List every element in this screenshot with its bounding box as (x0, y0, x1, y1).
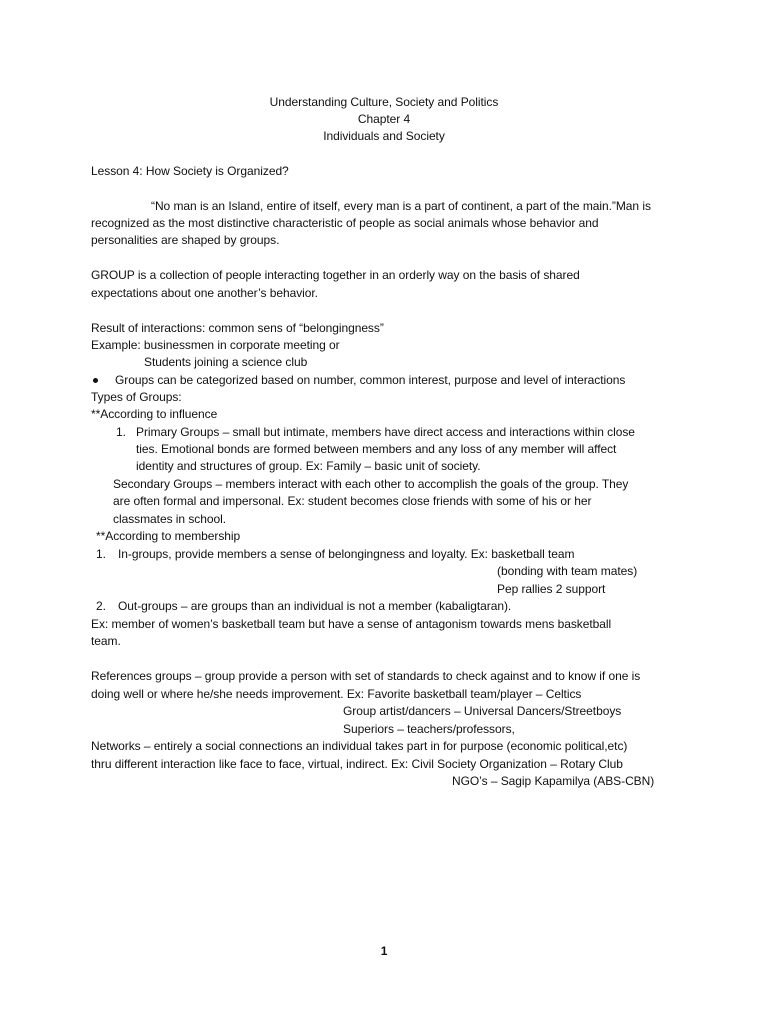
networks-line-3: NGO’s – Sagip Kapamilya (ABS-CBN) (452, 774, 655, 788)
in-groups-example-1: (bonding with team mates) (497, 564, 638, 578)
bullet-text: Groups can be categorized based on number, common interest, purpose and level of interactions (115, 373, 626, 387)
secondary-line-1: Secondary Groups – members interact with each other to accomplish the goals of the group. They (113, 477, 629, 491)
primary-line-2: ties. Emotional bonds are formed between members and any loss of any member will affect (136, 442, 617, 456)
lesson-heading: Lesson 4: How Society is Organized? (91, 164, 289, 178)
group-definition-line-2: expectations about one another’s behavior. (91, 286, 318, 300)
secondary-line-3: classmates in school. (113, 512, 226, 526)
page-number: 1 (380, 944, 388, 958)
references-line-2: doing well or where he/she needs improvement. Ex: Favorite basketball team/player – Celtics (91, 687, 582, 701)
networks-line-1: Networks – entirely a social connections an individual takes part in for purpose (economic political,etc) (91, 739, 628, 753)
out-groups-line: Out-groups – are groups than an individual is not a member (kabaligtaran). (118, 599, 512, 613)
document-title: Understanding Culture, Society and Politics (269, 95, 499, 109)
influence-heading: **According to influence (91, 407, 218, 421)
in-groups-line: In-groups, provide members a sense of belongingness and loyalty. Ex: basketball team (118, 547, 575, 561)
in-groups-example-2: Pep rallies 2 support (497, 582, 606, 596)
in-groups-number: 1. (96, 547, 106, 561)
document-subtitle: Individuals and Society (323, 129, 445, 143)
primary-line-1: Primary Groups – small but intimate, members have direct access and interactions within close (136, 425, 635, 439)
chapter-label: Chapter 4 (357, 112, 411, 126)
group-definition-line-1: GROUP is a collection of people interacting together in an orderly way on the basis of shared (91, 268, 580, 282)
types-heading: Types of Groups: (91, 390, 182, 404)
intro-line-3: personalities are shaped by groups. (91, 233, 280, 247)
out-groups-example-1: Ex: member of women’s basketball team but have a sense of antagonism towards mens basketball (91, 617, 612, 631)
primary-number: 1. (116, 425, 126, 439)
interactions-example-2: Students joining a science club (144, 355, 308, 369)
references-line-1: References groups – group provide a person with set of standards to check against and to know if one is (91, 669, 641, 683)
membership-heading: **According to membership (96, 529, 241, 543)
references-line-3: Group artist/dancers – Universal Dancers/Streetboys (343, 704, 622, 718)
out-groups-example-2: team. (91, 634, 121, 648)
interactions-example: Example: businessmen in corporate meeting or (91, 338, 340, 352)
networks-line-2: thru different interaction like face to face, virtual, indirect. Ex: Civil Society Organization – Rotary Club (91, 757, 623, 771)
bullet-icon (93, 378, 98, 383)
out-groups-number: 2. (96, 599, 106, 613)
references-line-4: Superiors – teachers/professors, (343, 722, 515, 736)
interactions-result: Result of interactions: common sens of “belongingness” (91, 321, 384, 335)
intro-line-1: “No man is an Island, entire of itself, every man is a part of continent, a part of the main.”Man is (151, 199, 651, 213)
secondary-line-2: are often formal and impersonal. Ex: student becomes close friends with some of his or her (113, 494, 592, 508)
intro-line-2: recognized as the most distinctive characteristic of people as social animals whose behavior and (91, 216, 599, 230)
primary-line-3: identity and structures of group. Ex: Family – basic unit of society. (136, 459, 481, 473)
